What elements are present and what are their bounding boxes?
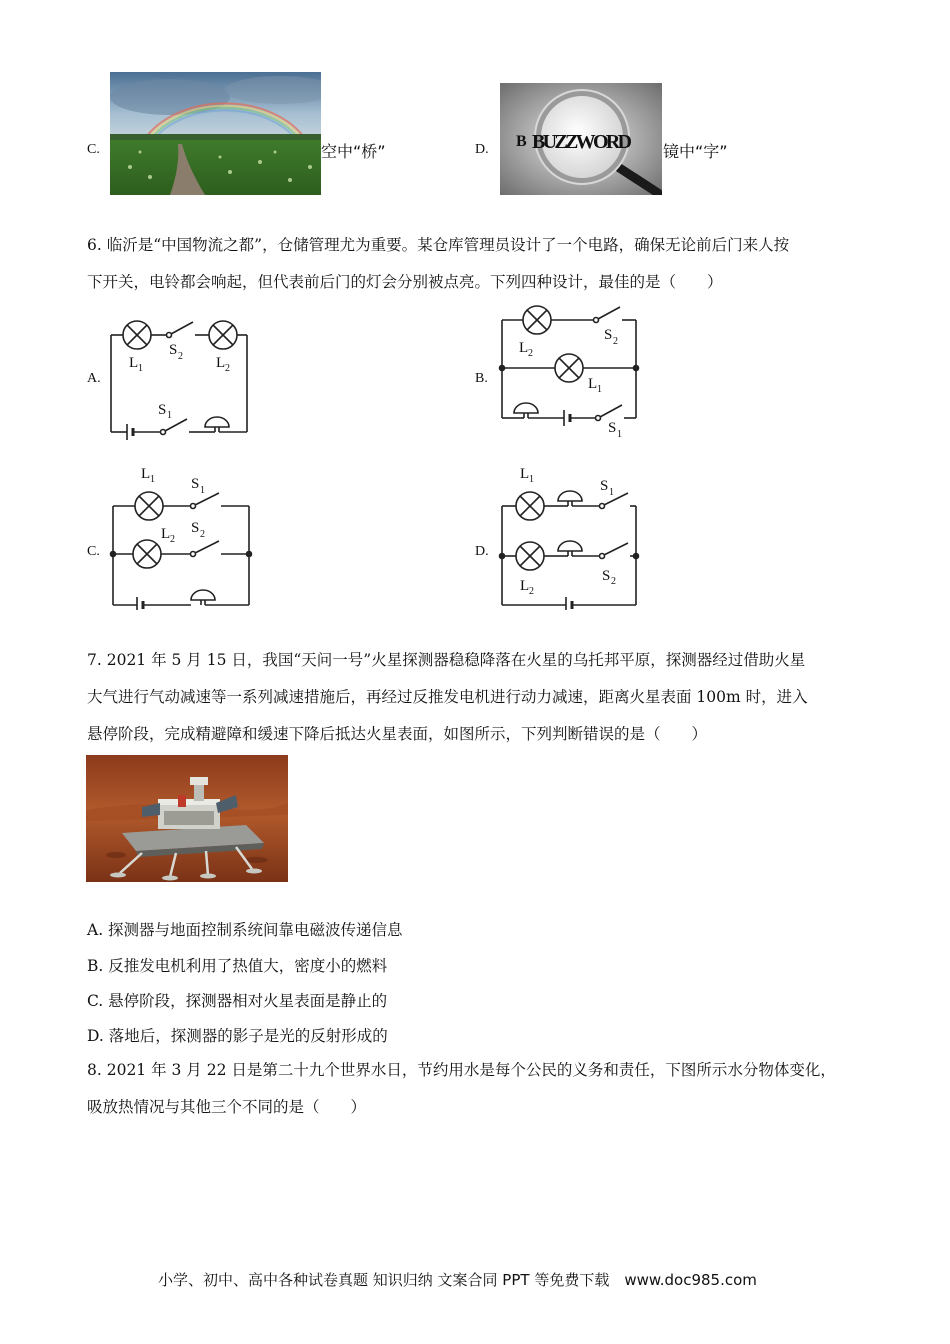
svg-text:2: 2 <box>613 336 618 347</box>
circuit-c-s2-label: S <box>191 520 200 536</box>
circuit-b-diagram <box>496 300 646 449</box>
svg-text:2: 2 <box>178 351 183 362</box>
svg-text:1: 1 <box>597 384 602 395</box>
buzzword-text: BUZZWORD <box>532 131 632 153</box>
q7-stem-line-3: 悬停阶段，完成精避障和缓速下降后抵达火星表面，如图所示，下列判断错误的是（ ） <box>87 725 708 743</box>
rainbow-image <box>110 72 321 195</box>
circuit-a-s1-label: S <box>158 402 167 418</box>
circuit-d-diagram <box>494 460 644 614</box>
q6-stem-line-2: 下开关，电铃都会响起，但代表前后门的灯会分别被点亮。下列四种设计，最佳的是（ ） <box>87 273 723 291</box>
svg-text:2: 2 <box>529 586 534 597</box>
svg-text:2: 2 <box>611 576 616 587</box>
circuit-d-l2-label: L <box>520 578 530 594</box>
q7-choice-c: C. 悬停阶段，探测器相对火星表面是静止的 <box>87 992 388 1010</box>
circuit-a-s2-label: S <box>169 342 178 358</box>
circuit-c-l2-label: L <box>161 526 171 542</box>
svg-text:2: 2 <box>170 534 175 545</box>
circuit-a-l2-label: L <box>216 355 226 371</box>
q7-choice-d: D. 落地后，探测器的影子是光的反射形成的 <box>87 1027 388 1045</box>
q6-option-c-label: C. <box>87 544 100 559</box>
circuit-d-l1-label: L <box>520 466 530 482</box>
svg-text:2: 2 <box>225 363 230 374</box>
q6-option-d-label: D. <box>475 544 489 559</box>
circuit-d-s1-label: S <box>600 478 609 494</box>
circuit-b-l1-label: L <box>588 376 598 392</box>
q5-option-d-caption: 镜中“字” <box>663 142 728 161</box>
svg-text:2: 2 <box>200 529 205 540</box>
q7-stem-line-2: 大气进行气动减速等一系列减速措施后，再经过反推发电机进行动力减速，距离火星表面 100m 时，进入 <box>87 688 808 706</box>
q6-stem-line-1: 6. 临沂是“中国物流之都”，仓储管理尤为重要。某仓库管理员设计了一个电路，确保无论前后门来人按 <box>87 236 790 254</box>
svg-text:1: 1 <box>200 485 205 496</box>
svg-text:1: 1 <box>167 410 172 421</box>
mars-lander-image <box>86 755 288 882</box>
q7-choice-a: A. 探测器与地面控制系统间靠电磁波传递信息 <box>87 921 403 939</box>
svg-text:1: 1 <box>150 474 155 485</box>
q5-option-d-label: D. <box>475 142 489 157</box>
svg-text:2: 2 <box>528 348 533 359</box>
svg-text:1: 1 <box>609 487 614 498</box>
circuit-a-l1-label: L <box>129 355 139 371</box>
svg-text:1: 1 <box>617 429 622 440</box>
magnifier-image <box>500 83 662 195</box>
q5-option-c-caption: 空中“桥” <box>321 142 386 161</box>
circuit-b-s2-label: S <box>604 327 613 343</box>
svg-text:B: B <box>516 133 527 150</box>
circuit-d-s2-label: S <box>602 568 611 584</box>
circuit-b-l2-label: L <box>519 340 529 356</box>
q6-option-a-label: A. <box>87 371 101 386</box>
page-footer: 小学、初中、高中各种试卷真题 知识归纳 文案合同 PPT 等免费下载 www.doc985.com <box>158 1271 757 1289</box>
q7-stem-line-1: 7. 2021 年 5 月 15 日，我国“天问一号”火星探测器稳稳降落在火星的乌托邦平原，探测器经过借助火星 <box>87 651 806 669</box>
q5-option-c-label: C. <box>87 142 100 157</box>
circuit-c-diagram <box>105 460 255 614</box>
q8-stem-line-2: 吸放热情况与其他三个不同的是（ ） <box>87 1098 367 1116</box>
circuit-b-s1-label: S <box>608 420 617 436</box>
circuit-c-l1-label: L <box>141 466 151 482</box>
svg-text:1: 1 <box>138 363 143 374</box>
q8-stem-line-1: 8. 2021 年 3 月 22 日是第二十九个世界水日，节约用水是每个公民的义务和责任，下图所示水分物体变化， <box>87 1061 836 1079</box>
circuit-a-diagram <box>105 312 255 444</box>
svg-text:1: 1 <box>529 474 534 485</box>
circuit-c-s1-label: S <box>191 476 200 492</box>
q7-choice-b: B. 反推发电机利用了热值大，密度小的燃料 <box>87 957 388 975</box>
q6-option-b-label: B. <box>475 371 488 386</box>
